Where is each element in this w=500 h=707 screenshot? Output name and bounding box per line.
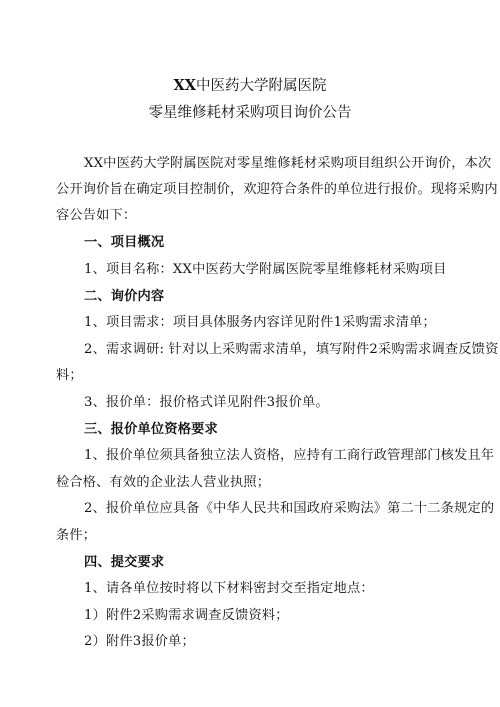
qualification-item-1-line-1: 1、报价单位须具备独立法人资格，应持有工商行政管理部门核发且年 bbox=[84, 448, 495, 463]
inquiry-item-1: 1、项目需求：项目具体服务内容详见附件1采购需求清单； bbox=[84, 315, 436, 330]
document-title-line2: 零星维修耗材采购项目询价公告 bbox=[148, 105, 352, 121]
inquiry-item-3: 3、报价单：报价格式详见附件3报价单。 bbox=[84, 395, 329, 410]
intro-line-2: 公开询价旨在确定项目控制价，欢迎符合条件的单位进行报价。现将采购内 bbox=[56, 182, 498, 197]
section-heading-overview: 一、项目概况 bbox=[84, 235, 165, 250]
section-heading-submission: 四、提交要求 bbox=[84, 555, 165, 570]
inquiry-item-2-line-2: 料； bbox=[56, 368, 83, 383]
document-title-line1 bbox=[0, 77, 500, 95]
qualification-item-2-line-2: 条件； bbox=[56, 528, 97, 543]
submission-sub-item-2: 2）附件3报价单； bbox=[84, 634, 195, 649]
submission-sub-item-1: 1）附件2采购需求调查反馈资料； bbox=[84, 608, 289, 623]
title-prefix: XX bbox=[173, 77, 196, 94]
inquiry-item-2-line-1: 2、需求调研: 针对以上采购需求清单，填写附件2采购需求调查反馈资 bbox=[84, 342, 499, 357]
project-name-item: 1、项目名称：XX中医药大学附属医院零星维修耗材采购项目 bbox=[84, 262, 447, 277]
qualification-item-2-line-1: 2、报价单位应具备《中华人民共和国政府采购法》第二十二条规定的 bbox=[84, 501, 495, 516]
title-hospital-name: 中医药大学附属医院 bbox=[196, 78, 327, 94]
section-heading-inquiry: 二、询价内容 bbox=[84, 289, 165, 304]
section-heading-qualification: 三、报价单位资格要求 bbox=[84, 422, 218, 437]
qualification-item-1-line-2: 检合格、有效的企业法人营业执照； bbox=[56, 475, 271, 490]
submission-item-1: 1、请各单位按时将以下材料密封交至指定地点： bbox=[84, 581, 374, 596]
intro-line-3: 容公告如下： bbox=[56, 208, 137, 223]
intro-line-1: XX中医药大学附属医院对零星维修耗材采购项目组织公开询价，本次 bbox=[84, 156, 492, 171]
